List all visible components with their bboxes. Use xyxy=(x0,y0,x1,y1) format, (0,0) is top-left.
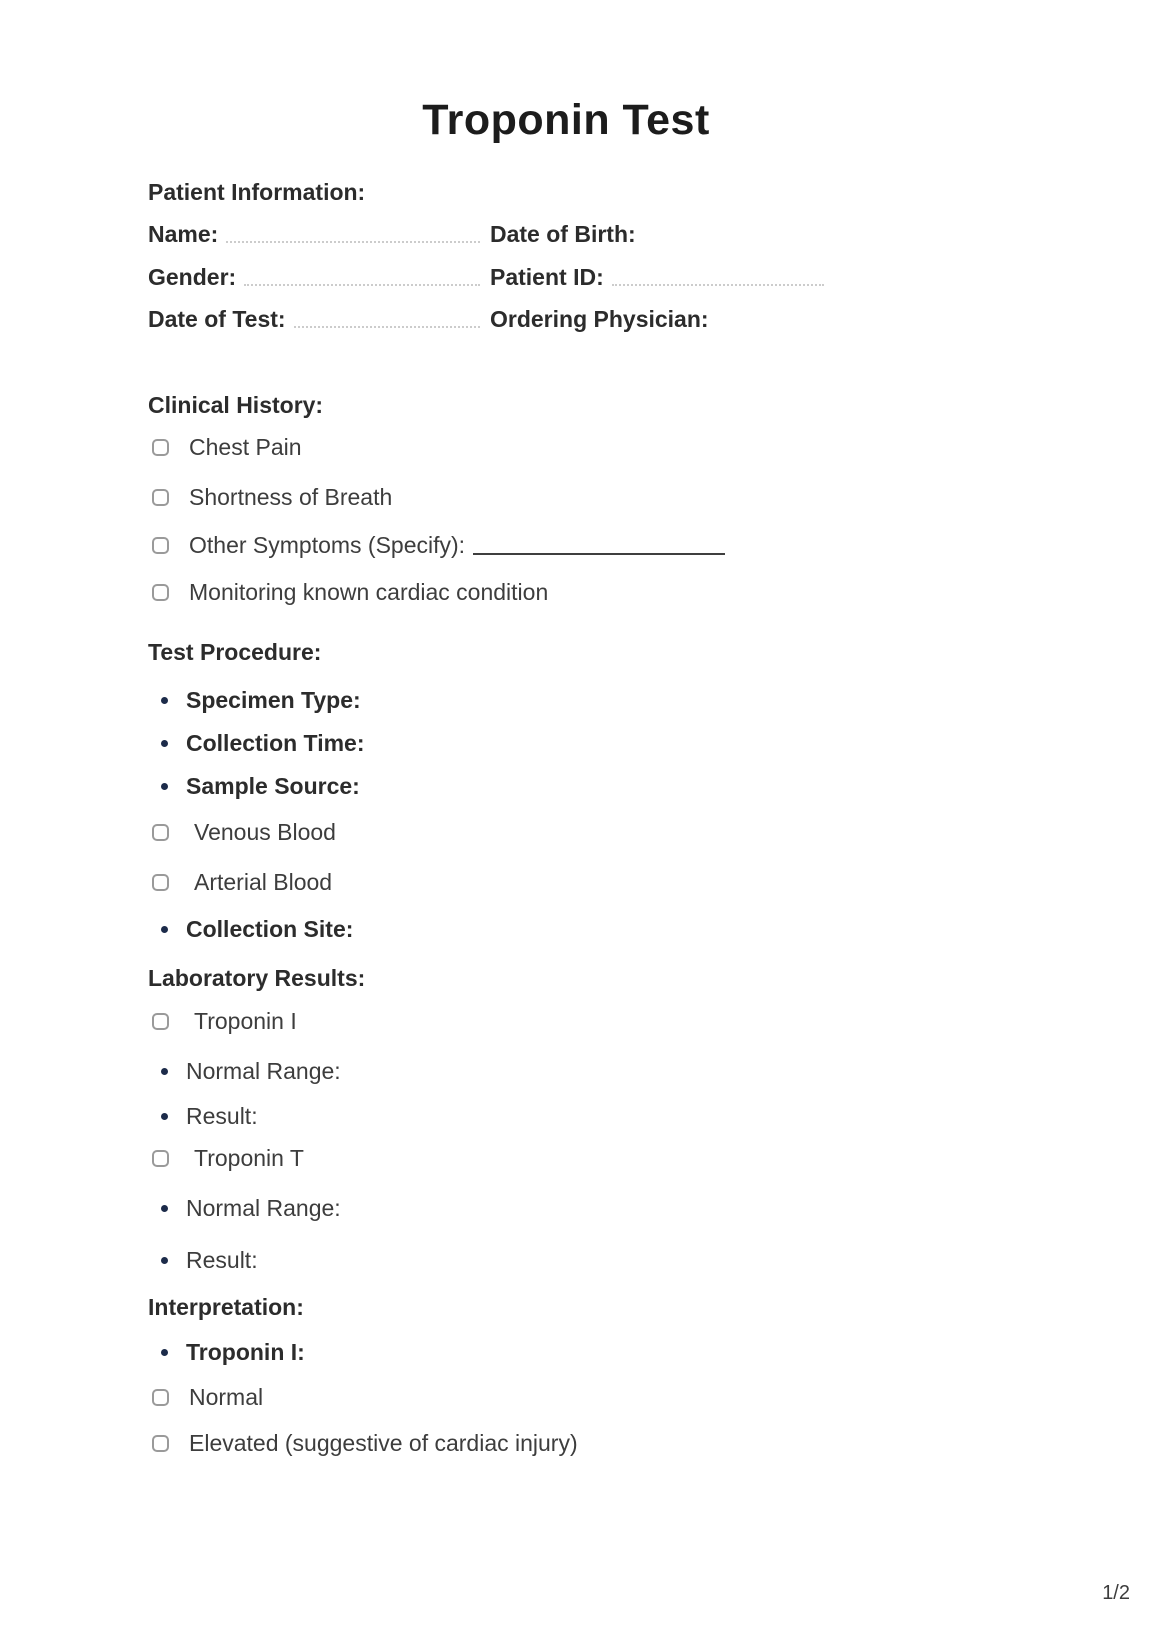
checkbox-row-troponin-t xyxy=(148,1143,304,1173)
checkbox-row-elevated xyxy=(148,1428,578,1458)
checkbox-row-normal xyxy=(148,1382,263,1412)
collection-site-label: Collection Site: xyxy=(186,915,354,942)
bullet-icon xyxy=(161,783,168,790)
checkbox-row-shortness-of-breath xyxy=(148,482,392,512)
gender-label: Gender: xyxy=(148,264,237,290)
troponin-t-checkbox[interactable] xyxy=(152,1150,169,1167)
troponin-i-checkbox[interactable] xyxy=(152,1013,169,1030)
arterial-blood-checkbox[interactable] xyxy=(152,874,169,891)
patient-id-input-line[interactable] xyxy=(612,284,824,286)
patient-info-row-date-of-test xyxy=(148,304,1088,334)
name-input-line[interactable] xyxy=(226,241,480,243)
other-symptoms-checkbox[interactable] xyxy=(152,537,169,554)
bullet-icon xyxy=(161,1349,168,1356)
bullet-row-interpretation-troponin-i xyxy=(148,1337,305,1367)
bullet-row-collection-time xyxy=(148,728,365,758)
date-of-birth-label: Date of Birth: xyxy=(490,221,636,247)
checkbox-row-troponin-i xyxy=(148,1006,297,1036)
troponin-t-normal-range-label: Normal Range: xyxy=(186,1194,341,1221)
bullet-icon xyxy=(161,697,168,704)
troponin-i-result-label: Result: xyxy=(186,1102,258,1129)
interpretation-troponin-i-label: Troponin I: xyxy=(186,1338,305,1365)
date-of-test-input-line[interactable] xyxy=(294,326,480,328)
bullet-icon xyxy=(161,1068,168,1075)
patient-info-row-gender xyxy=(148,262,1088,292)
chest-pain-checkbox[interactable] xyxy=(152,439,169,456)
troponin-t-label: Troponin T xyxy=(194,1144,304,1171)
page-title: Troponin Test xyxy=(422,96,710,144)
normal-checkbox[interactable] xyxy=(152,1389,169,1406)
patient-information-heading: Patient Information: xyxy=(148,179,366,205)
name-label: Name: xyxy=(148,221,219,247)
monitoring-condition-checkbox[interactable] xyxy=(152,584,169,601)
checkbox-row-monitoring-condition xyxy=(148,577,548,607)
elevated-checkbox[interactable] xyxy=(152,1435,169,1452)
bullet-row-sample-source xyxy=(148,771,360,801)
bullet-row-troponin-i-result xyxy=(148,1101,258,1131)
bullet-icon xyxy=(161,1257,168,1264)
collection-time-label: Collection Time: xyxy=(186,729,365,756)
test-procedure-heading: Test Procedure: xyxy=(148,639,322,665)
other-symptoms-input-line[interactable] xyxy=(473,552,725,555)
laboratory-results-heading: Laboratory Results: xyxy=(148,965,366,991)
interpretation-heading: Interpretation: xyxy=(148,1294,304,1320)
sample-source-label: Sample Source: xyxy=(186,772,360,799)
bullet-row-troponin-t-result xyxy=(148,1245,258,1275)
troponin-i-normal-range-label: Normal Range: xyxy=(186,1057,341,1084)
patient-id-label: Patient ID: xyxy=(490,264,604,290)
bullet-row-troponin-i-normal-range xyxy=(148,1056,341,1086)
chest-pain-label: Chest Pain xyxy=(189,433,302,460)
clinical-history-heading: Clinical History: xyxy=(148,392,324,418)
bullet-row-collection-site xyxy=(148,914,353,944)
date-of-test-label: Date of Test: xyxy=(148,306,286,332)
ordering-physician-label: Ordering Physician: xyxy=(490,306,709,332)
gender-input-line[interactable] xyxy=(244,284,480,286)
other-symptoms-label: Other Symptoms (Specify): xyxy=(189,531,466,558)
elevated-label: Elevated (suggestive of cardiac injury) xyxy=(189,1429,578,1456)
bullet-icon xyxy=(161,1205,168,1212)
checkbox-row-venous-blood xyxy=(148,817,336,847)
bullet-icon xyxy=(161,926,168,933)
bullet-row-specimen-type xyxy=(148,685,361,715)
checkbox-row-chest-pain xyxy=(148,432,302,462)
venous-blood-label: Venous Blood xyxy=(194,818,336,845)
bullet-icon xyxy=(161,1113,168,1120)
bullet-icon xyxy=(161,740,168,747)
bullet-row-troponin-t-normal-range xyxy=(148,1193,341,1223)
troponin-t-result-label: Result: xyxy=(186,1246,258,1273)
troponin-i-label: Troponin I xyxy=(194,1007,297,1034)
monitoring-condition-label: Monitoring known cardiac condition xyxy=(189,578,549,605)
normal-label: Normal xyxy=(189,1383,264,1410)
venous-blood-checkbox[interactable] xyxy=(152,824,169,841)
checkbox-row-arterial-blood xyxy=(148,867,332,897)
shortness-of-breath-label: Shortness of Breath xyxy=(189,483,393,510)
patient-info-row-name xyxy=(148,219,1088,249)
shortness-of-breath-checkbox[interactable] xyxy=(152,489,169,506)
specimen-type-label: Specimen Type: xyxy=(186,686,361,713)
checkbox-row-other-symptoms xyxy=(148,530,725,560)
arterial-blood-label: Arterial Blood xyxy=(194,868,333,895)
page-indicator: 1/2 xyxy=(1102,1582,1130,1604)
